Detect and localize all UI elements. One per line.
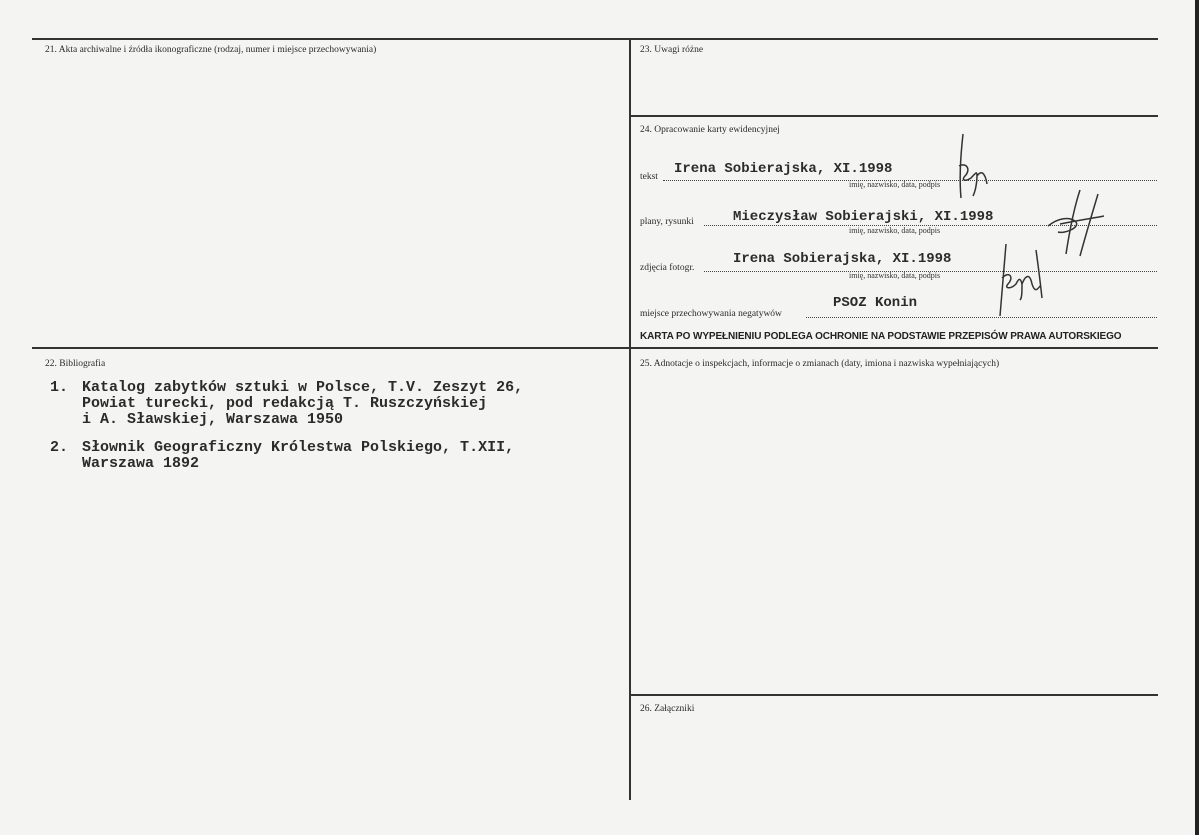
- tekst-sublabel: imię, nazwisko, data, podpis: [849, 180, 941, 189]
- plany-value: Mieczysław Sobierajski, XI.1998: [733, 209, 994, 225]
- bibliography-item: [50, 440, 514, 472]
- tekst-label: tekst: [640, 172, 658, 182]
- plany-sublabel: imię, nazwisko, data, podpis: [849, 226, 941, 235]
- bibliography-number: 2.: [50, 439, 69, 456]
- zdjecia-label: zdjęcia fotogr.: [640, 263, 695, 273]
- section-22-label: 22. Bibliografia: [45, 359, 106, 369]
- zdjecia-value: Irena Sobierajska, XI.1998: [733, 251, 952, 267]
- bibliography-item: [50, 380, 523, 428]
- copyright-notice: KARTA PO WYPEŁNIENIU PODLEGA OCHRONIE NA PODSTAWIE PRZEPISÓW PRAWA AUTORSKIEGO: [640, 331, 1122, 342]
- section-26-label: 26. Załączniki: [640, 704, 695, 714]
- scan-edge: [1195, 0, 1199, 835]
- plany-label: plany, rysunki: [640, 217, 694, 227]
- bibliography-number: 1.: [50, 379, 69, 396]
- signature-tekst: [955, 132, 995, 202]
- tekst-value: Irena Sobierajska, XI.1998: [674, 161, 893, 177]
- rule-25-26: [629, 694, 1158, 696]
- signature-zdjecia: [996, 240, 1052, 320]
- top-rule: [32, 38, 1158, 40]
- miejsce-dotted-line: [806, 316, 1157, 318]
- section-25-label: 25. Adnotacje o inspekcjach, informacje o zmianach (daty, imiona i nazwiska wypełniających): [640, 359, 1000, 369]
- bibliography-text: Katalog zabytków sztuki w Polsce, T.V. Zeszyt 26, Powiat turecki, pod redakcją T. Ruszczyńskiej i A. Sławskiej, Warszawa 1950: [82, 379, 524, 428]
- zdjecia-sublabel: imię, nazwisko, data, podpis: [849, 271, 941, 280]
- miejsce-value: PSOZ Konin: [833, 295, 918, 311]
- center-divider: [629, 38, 631, 800]
- section-24-label: 24. Opracowanie karty ewidencyjnej: [640, 125, 780, 135]
- bibliography-text: Słownik Geograficzny Królestwa Polskiego, T.XII, Warszawa 1892: [82, 439, 515, 472]
- miejsce-label: miejsce przechowywania negatywów: [640, 309, 782, 319]
- rule-23-24: [629, 115, 1158, 117]
- section-23-label: 23. Uwagi różne: [640, 45, 704, 55]
- section-21-label: 21. Akta archiwalne i źródła ikonograficzne (rodzaj, numer i miejsce przechowywania): [45, 45, 377, 55]
- middle-rule: [32, 347, 1158, 349]
